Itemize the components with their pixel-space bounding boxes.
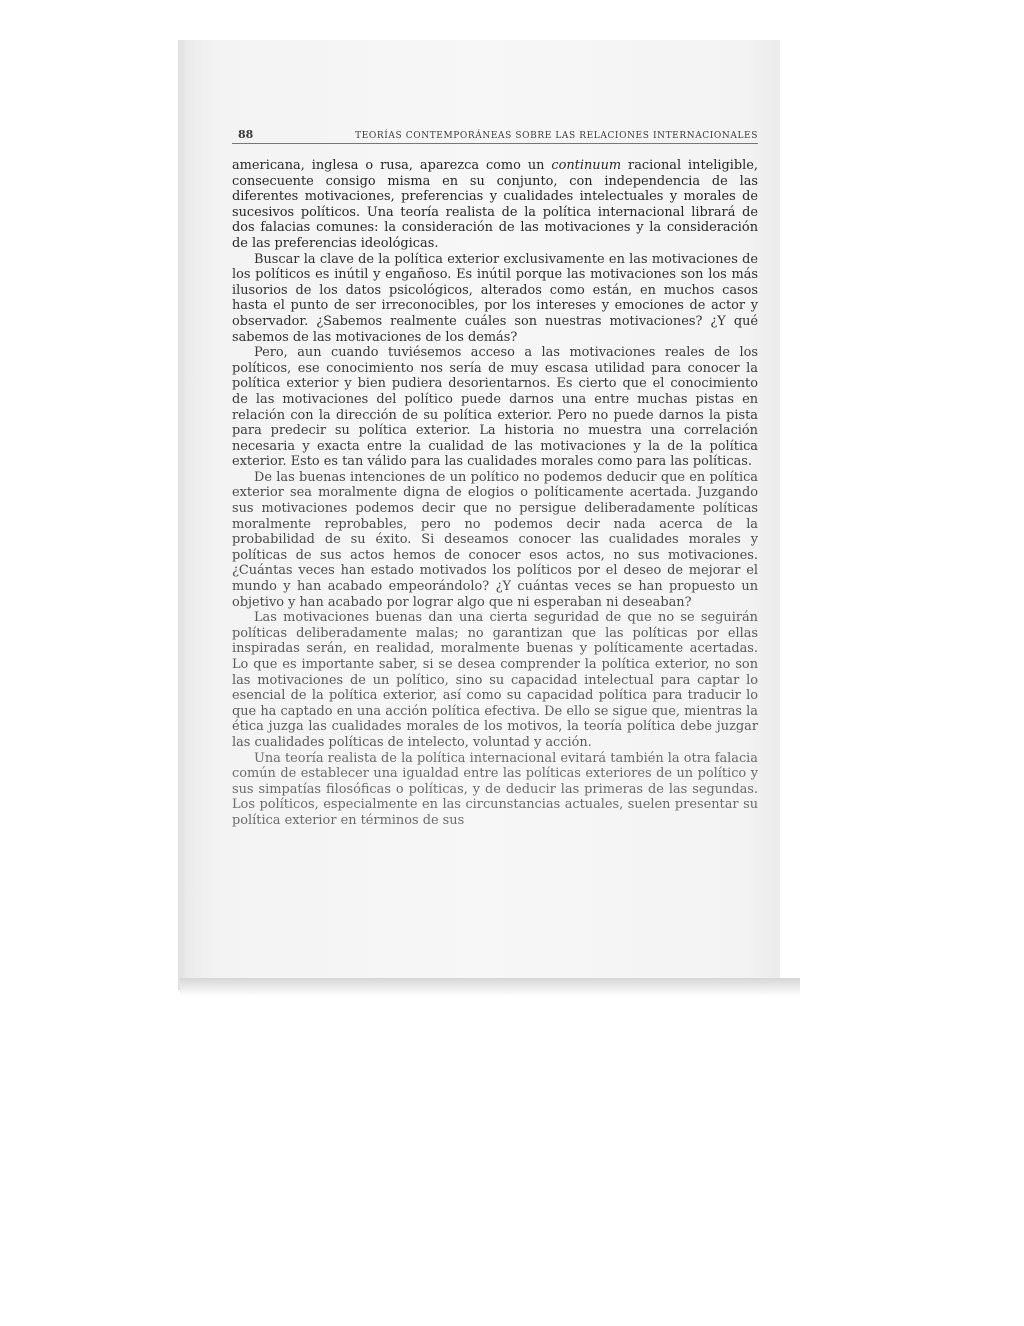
- paragraph: [232, 158, 758, 252]
- page-bottom-shadow: [180, 978, 800, 996]
- book-page: [232, 128, 758, 829]
- page-header: [232, 128, 758, 144]
- paragraph: Pero, aun cuando tuviésemos acceso a las motivaciones reales de los políticos, ese conocimiento nos sería de muy escasa utilidad para conocer la política exterior y bien pudiera desorientarnos. Es cierto que el conocimiento de las motivaciones del político puede darnos una entre muchas pistas en relación con la dirección de su política exterior. Pero no puede darnos la pista para predecir su política exterior. La historia no muestra una correlación necesaria y exacta entre la cualidad de las motivaciones y la de la política exterior. Esto es tan válido para las cualidades morales como para las políticas.: [232, 345, 758, 470]
- body-text: [232, 158, 758, 829]
- paragraph: Una teoría realista de la política internacional evitará también la otra falacia común de establecer una igualdad entre las políticas exteriores de un político y sus simpatías filosóficas o políticas, y de deducir las primeras de las segundas. Los políticos, especialmente en las circunstancias actuales, suelen presentar su política exterior en términos de sus: [232, 750, 758, 828]
- paragraph: Las motivaciones buenas dan una cierta seguridad de que no se seguirán políticas deliberadamente malas; no garantizan que las políticas por ellas inspiradas serán, en realidad, moralmente buenas y políticamente acertadas. Lo que es importante saber, si se desea comprender la política exterior, no son las motivaciones de un político, sino su capacidad intelectual para captar lo esencial de la política exterior, así como su capacidad política para traducir lo que ha captado en una acción política efectiva. De ello se sigue que, mientras la ética juzga las cualidades morales de los motivos, la teoría política debe juzgar las cualidades políticas de intelecto, voluntad y acción.: [232, 610, 758, 750]
- paragraph: De las buenas intenciones de un político no podemos deducir que en política exterior sea moralmente digna de elogios o políticamente acertada. Juzgando sus motivaciones podemos decir que no persigue deliberadamente políticas moralmente reprobables, pero no podemos decir nada acerca de la probabilidad de su éxito. Si deseamos conocer las cualidades morales y políticas de sus actos hemos de conocer esos actos, no sus motivaciones. ¿Cuántas veces han estado motivados los políticos por el deseo de mejorar el mundo y han acabado empeorándolo? ¿Y cuántas veces se han propuesto un objetivo y han acabado por lograr algo que ni esperaban ni deseaban?: [232, 469, 758, 610]
- paragraph-lead: americana, inglesa o rusa, aparezca como un: [232, 158, 552, 173]
- page-number: 88: [238, 128, 254, 141]
- paragraph: Buscar la clave de la política exterior exclusivamente en las motivaciones de los políticos es inútil y engañoso. Es inútil porque las motivaciones son los más ilusorios de los datos psicológicos, alterados como están, en muchos casos hasta el punto de ser irreconocibles, por los intereses y emociones de actor y observador. ¿Sabemos realmente cuáles son nuestras motivaciones? ¿Y qué sabemos de las motivaciones de los demás?: [232, 251, 758, 345]
- page-edge-shadow: [178, 40, 186, 990]
- paragraph-rest: racional inteligible, consecuente consigo misma en su conjunto, con independencia de las diferentes motivaciones, preferencias y cualidades intelectuales y morales de sucesivos políticos. Una teoría realista de la política internacional librará de dos falacias comunes: la consideración de las motivaciones y la consideración de las preferencias ideológicas.: [232, 158, 758, 251]
- italic-term: continuum: [551, 158, 622, 173]
- running-title: TEORÍAS CONTEMPORÁNEAS SOBRE LAS RELACIONES INTERNACIONALES: [355, 131, 758, 141]
